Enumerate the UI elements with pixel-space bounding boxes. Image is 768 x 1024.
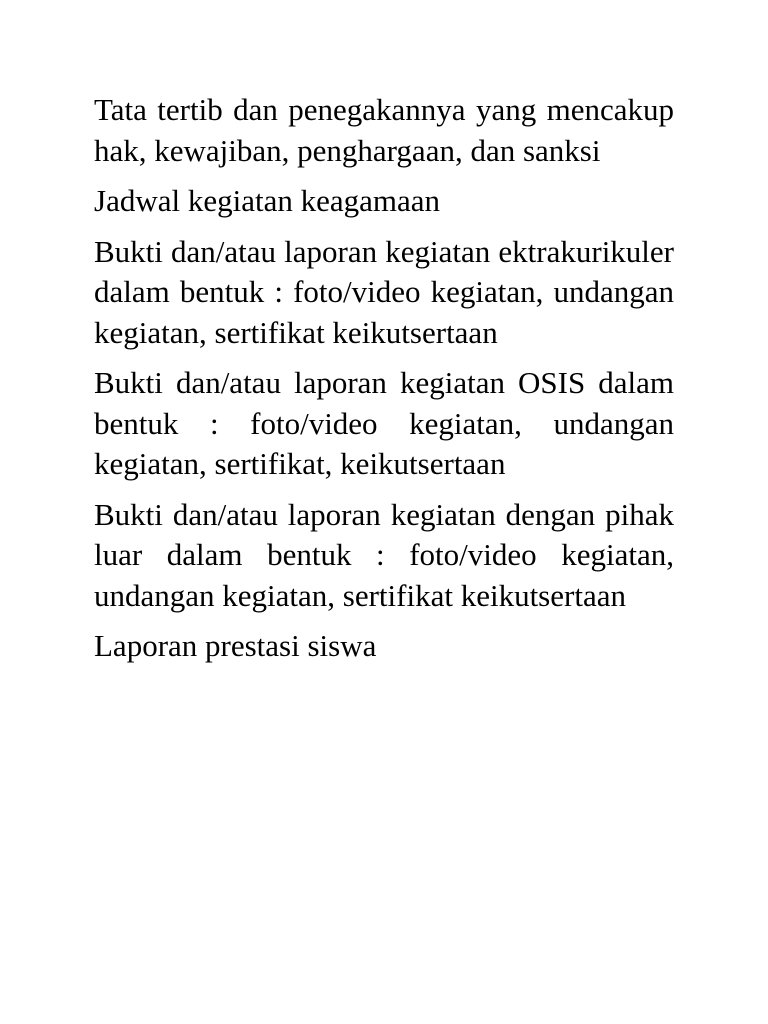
list-item-tata-tertib: Tata tertib dan penegakannya yang mencakup hak, kewajiban, penghargaan, dan sanksi <box>94 92 674 168</box>
list-item-jadwal-keagamaan: Jadwal kegiatan keagamaan <box>94 183 440 218</box>
list-item-ekstrakurikuler: Bukti dan/atau laporan kegiatan ektrakurikuler dalam bentuk : foto/video kegiatan, undangan kegiatan, sertifikat keikutsertaan <box>94 233 674 350</box>
list-item-osis: Bukti dan/atau laporan kegiatan OSIS dalam bentuk : foto/video kegiatan, undangan kegiatan, sertifikat, keikutsertaan <box>94 365 674 481</box>
list-item-prestasi-siswa: Laporan prestasi siswa <box>94 628 377 663</box>
list-item-pihak-luar: Bukti dan/atau laporan kegiatan dengan pihak luar dalam bentuk : foto/video kegiatan, undangan kegiatan, sertifikat keikutsertaan <box>94 496 674 613</box>
